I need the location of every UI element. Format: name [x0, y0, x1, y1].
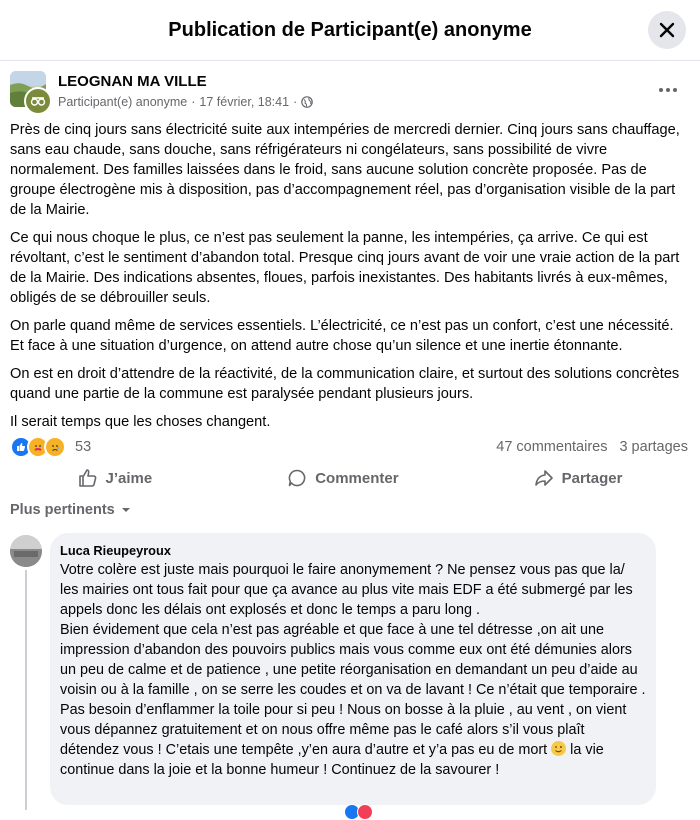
post-actions [10, 460, 690, 496]
post-stats [10, 436, 688, 458]
close-button[interactable] [648, 11, 686, 49]
comment-text-segment: la vie continue dans la joie et la bonne humeur ! Continuez de la savourer ! [60, 742, 604, 778]
anonymous-icon [30, 95, 46, 107]
post-author[interactable]: Participant(e) anonyme [58, 95, 188, 109]
meta-separator: · [191, 95, 196, 109]
comment-label: Commenter [315, 469, 399, 487]
post-more-button[interactable] [654, 80, 682, 100]
love-reaction-icon [357, 804, 373, 820]
reaction-count[interactable]: 53 [75, 439, 92, 455]
post-date[interactable]: 17 février, 18:41 [199, 95, 290, 109]
like-icon [78, 468, 98, 488]
share-button[interactable] [514, 462, 643, 494]
comment-author[interactable]: Luca Rieupeyroux [60, 543, 171, 558]
anonymous-avatar[interactable] [24, 87, 52, 115]
close-icon [658, 21, 676, 39]
share-count-link[interactable]: 3 partages [619, 439, 688, 455]
comment-icon [287, 468, 307, 488]
post-paragraph: Ce qui nous choque le plus, ce n’est pas seulement la panne, les intempéries, ça arrive. Ce qui est révoltant, c’est le sentiment d’abandon total. Presque cinq jours avant de voir une vraie action de la part de la Mairie. Des indications absentes, floues, parfois inexistantes. Des habitants livrés à eux-mêmes, obligés de se débrouiller seuls. [10, 230, 680, 306]
wink-emoji-icon [551, 741, 566, 756]
dialog-title: Publication de Participant(e) anonyme [168, 18, 532, 41]
more-icon-dot [659, 88, 663, 92]
comment-paragraph-last [60, 700, 646, 780]
comment-paragraph: Votre colère est juste mais pourquoi le faire anonymement ? Ne pensez vous pas que la/ les mairies ont tous fait pour que ça avance au plus vite mais EDF a été submergé par les appels donc les délais ont explosés et donc le temps a paru long . [60, 562, 633, 618]
share-icon [534, 468, 554, 488]
post-meta [58, 95, 313, 109]
comment-reactions[interactable] [344, 804, 370, 820]
post-paragraph: On parle quand même de services essentiels. L’électricité, ce n’est pas un confort, c’est une nécessité. Et face à une situation d’urgence, on attend autre chose qu’un silence et une inertie étonnante. [10, 318, 674, 354]
comment-bubble [50, 533, 656, 805]
comment-count-link[interactable]: 47 commentaires [496, 439, 608, 455]
comment-button[interactable] [267, 462, 418, 494]
reactions-summary[interactable] [10, 436, 61, 458]
comment-text-segment: Pas besoin d’enflammer la toile pour si peu ! Nous on bosse à la pluie , au vent , on vient vous dépannez gratuitement et on nous offre même pas le café alors s’il vous plaît détendez vous ! C’etais une tempête ,y’en aura d’autre et y’a pas eu de mort [60, 702, 627, 758]
post-paragraph: Il serait temps que les choses changent. [10, 414, 271, 430]
more-icon-dot [673, 88, 677, 92]
thread-line [25, 570, 27, 810]
group-name-link[interactable]: LEOGNAN MA VILLE [58, 73, 207, 90]
sort-label: Plus pertinents [10, 502, 115, 518]
globe-icon [301, 96, 313, 108]
post-paragraph: Près de cinq jours sans électricité suite aux intempéries de mercredi dernier. Cinq jours sans chauffage, sans eau chaude, sans douche, sans réfrigérateurs ni congélateurs, sans possibilité de vivre normalement. Des familles laissées dans le froid, sans aucune solution concrète proposée. Pas de groupe électrogène mis à disposition, pas d’accompagnement réel, pas d’organisation visible de la part de la Mairie. [10, 122, 680, 218]
dialog-header [0, 0, 700, 61]
sad-reaction-icon [44, 436, 66, 458]
post-body [10, 120, 690, 440]
meta-separator-2: · [293, 95, 298, 109]
like-button[interactable] [58, 462, 173, 494]
comments-sort-dropdown[interactable] [10, 502, 131, 518]
comment-text [60, 560, 646, 780]
commenter-avatar[interactable] [10, 535, 42, 567]
like-label: J’aime [105, 469, 153, 487]
comment-paragraph: Bien évidement que cela n’est pas agréable et que face à une tel détresse ,on ait une impression d’abandon des pouvoirs publics mais vous comme eux ont été démunies alors un peu de calme et de patience , une petite réorganisation en demandant un peu d’aide au voisin ou à la famille , on se serre les coudes et on va de lavant ! Ce n’était que temporaire . [60, 622, 646, 698]
share-label: Partager [561, 469, 623, 487]
chevron-down-icon [121, 506, 131, 514]
post-paragraph: On est en droit d’attendre de la réactivité, de la communication claire, et surtout des solutions concrètes quand une partie de la commune est paralysée pendant plusieurs jours. [10, 366, 680, 402]
more-icon-dot [666, 88, 670, 92]
